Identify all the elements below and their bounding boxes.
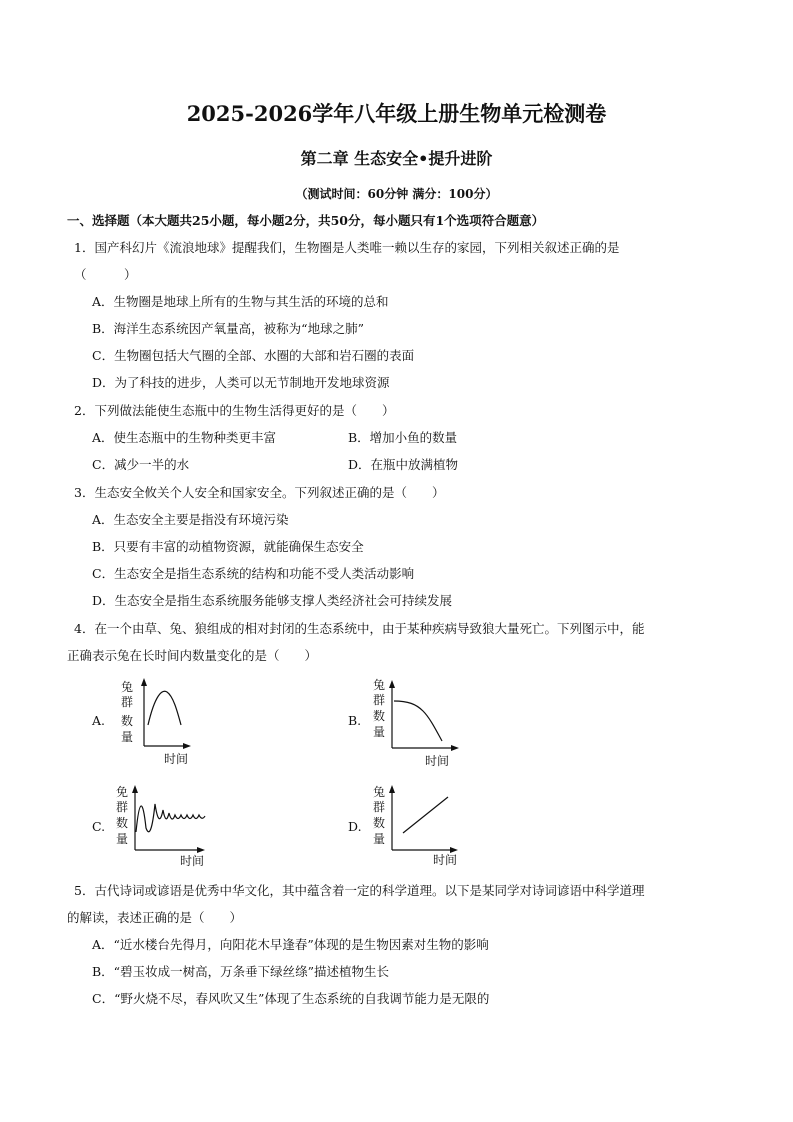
q3-option-c: C．生态安全是指生态系统的结构和功能不受人类活动影响	[92, 566, 415, 581]
graph-c-xlabel: 时间	[180, 854, 205, 868]
graph-d-label: D.	[348, 819, 362, 834]
question-1-stem: 1．国产科幻片《流浪地球》提醒我们，生物圈是人类唯一赖以生存的家园，下列相关叙述正确的是	[74, 240, 620, 255]
graph-a-ylabel-1: 兔	[121, 680, 134, 694]
graph-d-y-arrow	[389, 785, 395, 793]
graph-b-xlabel: 时间	[425, 754, 450, 768]
graph-c-ylabel-2: 群	[116, 800, 129, 814]
graph-d	[368, 780, 468, 868]
graph-a	[115, 675, 205, 770]
q2-option-c: C．减少一半的水	[92, 457, 190, 472]
graph-c-x-arrow	[197, 847, 205, 853]
q5-option-a: A．“近水楼台先得月，向阳花木早逢春”体现的是生物因素对生物的影响	[92, 937, 489, 952]
graph-a-ylabel-3: 数	[121, 714, 134, 728]
graph-b-curve	[394, 701, 442, 741]
graph-c-y-arrow	[132, 785, 138, 793]
graph-b-ylabel-3: 数	[373, 709, 386, 723]
q5-option-c: C．“野火烧不尽，春风吹又生”体现了生态系统的自我调节能力是无限的	[92, 991, 490, 1006]
graph-b-ylabel-4: 量	[373, 725, 386, 739]
chapter-subtitle: 第二章 生态安全•提升进阶	[300, 149, 493, 168]
graph-d-ylabel-3: 数	[373, 816, 386, 830]
graph-d-xlabel: 时间	[433, 853, 458, 867]
q2-option-b: B．增加小鱼的数量	[348, 430, 458, 445]
graph-d-ylabel-1: 兔	[373, 785, 386, 799]
graph-a-y-arrow	[141, 678, 147, 686]
question-5-stem-cont: 的解读，表述正确的是（ ）	[67, 910, 243, 925]
question-2-stem: 2．下列做法能使生态瓶中的生物生活得更好的是（ ）	[74, 403, 395, 418]
graph-b-ylabel-1: 兔	[373, 678, 386, 692]
q3-option-a: A．生态安全主要是指没有环境污染	[92, 512, 289, 527]
graph-d-curve	[403, 797, 448, 833]
question-5-stem: 5．古代诗词或谚语是优秀中华文化，其中蕴含着一定的科学道理。以下是某同学对诗词谚语中科学道理	[74, 883, 645, 898]
question-4-stem-cont: 正确表示兔在长时间内数量变化的是（ ）	[67, 648, 318, 663]
q3-option-b: B．只要有丰富的动植物资源，就能确保生态安全	[92, 539, 364, 554]
graph-c	[113, 780, 213, 868]
section-heading: 一、选择题（本大题共25小题，每小题2分，共50分，每小题只有1个选项符合题意）	[67, 213, 545, 228]
graph-c-ylabel-4: 量	[116, 832, 129, 846]
graph-c-ylabel-3: 数	[116, 816, 129, 830]
graph-a-label: A.	[92, 713, 106, 728]
graph-c-label: C.	[92, 819, 106, 834]
exam-title: 2025-2026学年八年级上册生物单元检测卷	[186, 101, 607, 126]
graph-c-curve	[136, 804, 205, 832]
q5-option-b: B．“碧玉妆成一树高，万条垂下绿丝绦”描述植物生长	[92, 964, 389, 979]
graph-d-ylabel-4: 量	[373, 832, 386, 846]
graph-b-y-arrow	[389, 680, 395, 688]
q1-option-a: A．生物圈是地球上所有的生物与其生活的环境的总和	[92, 294, 389, 309]
graph-a-xlabel: 时间	[164, 752, 189, 766]
graph-a-x-arrow	[183, 743, 191, 749]
q1-option-c: C．生物圈包括大气圈的全部、水圈的大部和岩石圈的表面	[92, 348, 415, 363]
q1-option-b: B．海洋生态系统因产氧量高，被称为“地球之肺”	[92, 321, 364, 336]
question-1-stem-cont: （ ）	[74, 267, 137, 282]
graph-a-ylabel-2: 群	[121, 695, 134, 709]
graph-b-label: B.	[348, 713, 362, 728]
graph-b-x-arrow	[451, 745, 459, 751]
graph-a-ylabel-4: 量	[121, 730, 134, 744]
graph-b	[368, 675, 468, 770]
q2-option-d: D．在瓶中放满植物	[348, 457, 459, 472]
graph-d-ylabel-2: 群	[373, 800, 386, 814]
q2-option-a: A．使生态瓶中的生物种类更丰富	[92, 430, 277, 445]
graph-b-ylabel-2: 群	[373, 693, 386, 707]
exam-meta: （测试时间：60分钟 满分：100分）	[295, 187, 498, 201]
graph-c-ylabel-1: 免	[116, 785, 129, 799]
question-3-stem: 3．生态安全攸关个人安全和国家安全。下列叙述正确的是（ ）	[74, 485, 445, 500]
q1-option-d: D．为了科技的进步，人类可以无节制地开发地球资源	[92, 375, 390, 390]
q3-option-d: D．生态安全是指生态系统服务能够支撑人类经济社会可持续发展	[92, 593, 453, 608]
graph-a-curve	[148, 691, 181, 725]
question-4-stem: 4．在一个由草、兔、狼组成的相对封闭的生态系统中，由于某种疾病导致狼大量死亡。下列图示中，能	[74, 621, 645, 636]
